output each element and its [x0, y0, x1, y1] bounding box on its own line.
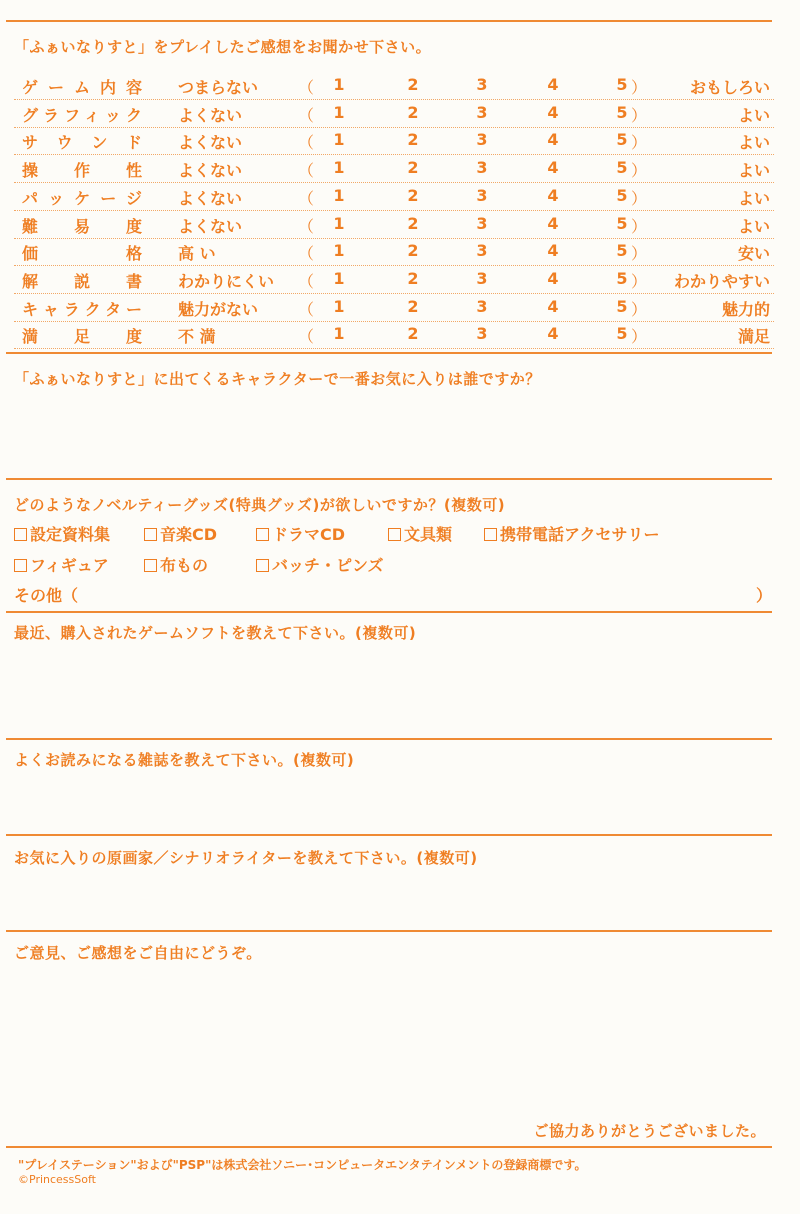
- rating-option-3[interactable]: 3: [476, 75, 488, 94]
- section-rule: [6, 738, 772, 740]
- goods-option-label: ドラマCD: [272, 525, 346, 544]
- close-paren: ）: [631, 299, 648, 319]
- goods-option-label: 文具類: [404, 525, 453, 544]
- rating-option-5[interactable]: 5: [616, 75, 628, 94]
- open-paren: （: [298, 299, 315, 319]
- rating-negative-label: 高 い: [178, 244, 216, 264]
- open-paren: （: [298, 105, 315, 125]
- rating-positive-label: よい: [737, 105, 770, 125]
- rating-negative-label: 魅力がない: [178, 299, 259, 319]
- copyright: ©PrincessSoft: [18, 1173, 96, 1186]
- open-paren: （: [298, 133, 315, 153]
- goods-option[interactable]: [14, 553, 109, 576]
- close-paren: ）: [631, 271, 648, 291]
- rating-negative-label: よくない: [178, 133, 243, 153]
- rating-negative-label: よくない: [178, 216, 243, 236]
- goods-option[interactable]: [144, 522, 217, 545]
- rating-option-3[interactable]: 3: [476, 130, 488, 150]
- rating-positive-label: わかりやすい: [673, 271, 770, 291]
- goods-option-label: バッチ・ピンズ: [272, 556, 384, 575]
- rating-option-4[interactable]: 4: [547, 296, 559, 316]
- rating-option-1[interactable]: 1: [333, 296, 345, 316]
- goods-option-label: 携帯電話アクセサリー: [500, 525, 660, 544]
- rating-option-3[interactable]: 3: [476, 213, 488, 233]
- open-paren: （: [298, 271, 315, 291]
- goods-option[interactable]: [484, 522, 660, 545]
- rating-positive-label: 魅力的: [721, 299, 770, 319]
- close-paren: ）: [631, 161, 648, 181]
- rating-option-4[interactable]: 4: [547, 75, 559, 94]
- checkbox-icon[interactable]: [388, 528, 401, 541]
- rating-row: [14, 127, 774, 155]
- rating-option-5[interactable]: 5: [616, 158, 628, 178]
- rating-row: [14, 72, 774, 100]
- close-paren: ）: [631, 188, 648, 208]
- goods-option[interactable]: [144, 553, 208, 576]
- rating-negative-label: よくない: [178, 161, 243, 181]
- rating-category: 難易度: [22, 216, 142, 236]
- survey-title: 「ふぁいなりすと」をプレイしたご感想をお聞かせ下さい。: [14, 38, 432, 56]
- rating-row: [14, 155, 774, 183]
- rating-positive-label: よい: [737, 216, 770, 236]
- rating-option-2[interactable]: 2: [407, 102, 419, 122]
- rating-positive-label: よい: [737, 133, 770, 153]
- rating-category: 操作性: [22, 161, 142, 181]
- rating-option-5[interactable]: 5: [616, 324, 628, 344]
- rating-option-3[interactable]: 3: [476, 296, 488, 316]
- goods-option[interactable]: [388, 522, 452, 545]
- rating-negative-label: よくない: [178, 188, 243, 208]
- rating-positive-label: おもしろい: [689, 78, 770, 97]
- rating-positive-label: 満足: [737, 327, 770, 347]
- question-recent-games: 最近、購入されたゲームソフトを教えて下さい。(複数可): [14, 624, 417, 642]
- question-comments: ご意見、ご感想をご自由にどうぞ。: [14, 944, 262, 962]
- rating-option-1[interactable]: 1: [333, 324, 345, 344]
- rating-option-3[interactable]: 3: [476, 102, 488, 122]
- checkbox-icon[interactable]: [14, 528, 27, 541]
- rating-option-2[interactable]: 2: [407, 241, 419, 261]
- close-paren: ）: [631, 133, 648, 153]
- rating-negative-label: つまらない: [178, 78, 259, 97]
- rating-category: 価格: [22, 244, 142, 264]
- rating-option-4[interactable]: 4: [547, 185, 559, 205]
- rating-option-4[interactable]: 4: [547, 241, 559, 261]
- checkbox-icon[interactable]: [256, 528, 269, 541]
- section-rule: [6, 20, 772, 22]
- rating-option-2[interactable]: 2: [407, 296, 419, 316]
- trademark-notice: "プレイステーション"および"PSP"は株式会社ソニー･コンピュータエンタテインメントの登録商標です。: [18, 1158, 587, 1172]
- rating-option-5[interactable]: 5: [616, 268, 628, 288]
- rating-option-2[interactable]: 2: [407, 158, 419, 178]
- rating-option-5[interactable]: 5: [616, 185, 628, 205]
- rating-option-1[interactable]: 1: [333, 75, 345, 94]
- rating-option-1[interactable]: 1: [333, 185, 345, 205]
- rating-option-4[interactable]: 4: [547, 130, 559, 150]
- rating-option-4[interactable]: 4: [547, 213, 559, 233]
- rating-option-2[interactable]: 2: [407, 130, 419, 150]
- rating-option-4[interactable]: 4: [547, 102, 559, 122]
- rating-category: パッケージ: [22, 188, 142, 208]
- open-paren: （: [298, 244, 315, 264]
- goods-option[interactable]: [256, 553, 384, 576]
- other-label: その他（: [14, 586, 79, 605]
- rating-positive-label: よい: [737, 188, 770, 208]
- other-close: ）: [755, 586, 772, 605]
- rating-option-2[interactable]: 2: [407, 324, 419, 344]
- rating-option-5[interactable]: 5: [616, 130, 628, 150]
- rating-category: 解説書: [22, 271, 142, 291]
- rating-row: [14, 238, 774, 266]
- rating-row: [14, 100, 774, 128]
- rating-option-5[interactable]: 5: [616, 241, 628, 261]
- checkbox-icon[interactable]: [484, 528, 497, 541]
- checkbox-icon[interactable]: [14, 559, 27, 572]
- rating-category: グラフィック: [22, 105, 142, 125]
- rating-positive-label: 安い: [737, 244, 770, 264]
- goods-option-label: 布もの: [160, 556, 209, 575]
- question-artists: お気に入りの原画家／シナリオライターを教えて下さい。(複数可): [14, 849, 478, 867]
- rating-option-5[interactable]: 5: [616, 102, 628, 122]
- rating-option-4[interactable]: 4: [547, 324, 559, 344]
- rating-option-1[interactable]: 1: [333, 130, 345, 150]
- close-paren: ）: [631, 105, 648, 125]
- open-paren: （: [298, 78, 315, 97]
- rating-option-5[interactable]: 5: [616, 213, 628, 233]
- rating-row: [14, 266, 774, 294]
- rating-option-1[interactable]: 1: [333, 241, 345, 261]
- rating-option-3[interactable]: 3: [476, 324, 488, 344]
- checkbox-icon[interactable]: [144, 528, 157, 541]
- rating-option-3[interactable]: 3: [476, 158, 488, 178]
- close-paren: ）: [631, 327, 648, 347]
- rating-option-3[interactable]: 3: [476, 185, 488, 205]
- checkbox-icon[interactable]: [144, 559, 157, 572]
- rating-option-4[interactable]: 4: [547, 158, 559, 178]
- question-favorite-character: 「ふぁいなりすと」に出てくるキャラクターで一番お気に入りは誰ですか？: [14, 370, 541, 388]
- rating-row: [14, 211, 774, 239]
- rating-option-5[interactable]: 5: [616, 296, 628, 316]
- goods-option-label: フィギュア: [30, 556, 109, 575]
- close-paren: ）: [631, 244, 648, 264]
- checkbox-icon[interactable]: [256, 559, 269, 572]
- rating-negative-label: よくない: [178, 105, 243, 125]
- rating-option-3[interactable]: 3: [476, 241, 488, 261]
- rating-negative-label: わかりにくい: [178, 271, 275, 291]
- rating-category: ゲーム内容: [22, 78, 142, 97]
- rating-option-2[interactable]: 2: [407, 75, 419, 94]
- section-rule: [6, 611, 772, 613]
- rating-category: 満足度: [22, 327, 142, 347]
- rating-option-1[interactable]: 1: [333, 268, 345, 288]
- goods-option[interactable]: [256, 522, 345, 545]
- rating-category: サウンド: [22, 133, 142, 153]
- rating-option-1[interactable]: 1: [333, 213, 345, 233]
- rating-option-2[interactable]: 2: [407, 268, 419, 288]
- section-rule: [6, 478, 772, 480]
- rating-category: キャラクター: [22, 299, 142, 319]
- open-paren: （: [298, 161, 315, 181]
- rating-row: [14, 321, 774, 349]
- section-rule: [6, 834, 772, 836]
- rating-positive-label: よい: [737, 161, 770, 181]
- question-magazines: よくお読みになる雑誌を教えて下さい。(複数可): [14, 751, 355, 769]
- rating-row: [14, 294, 774, 322]
- thanks-message: ご協力ありがとうございました。: [533, 1122, 766, 1140]
- open-paren: （: [298, 327, 315, 347]
- open-paren: （: [298, 188, 315, 208]
- section-rule: [6, 1146, 772, 1148]
- rating-row: [14, 183, 774, 211]
- goods-option[interactable]: [14, 522, 110, 545]
- close-paren: ）: [631, 78, 648, 97]
- rating-option-4[interactable]: 4: [547, 268, 559, 288]
- rating-option-2[interactable]: 2: [407, 213, 419, 233]
- rating-option-1[interactable]: 1: [333, 102, 345, 122]
- goods-option-label: 音楽CD: [160, 525, 218, 544]
- section-rule: [6, 930, 772, 932]
- rating-option-2[interactable]: 2: [407, 185, 419, 205]
- section-rule: [6, 352, 772, 354]
- rating-option-1[interactable]: 1: [333, 158, 345, 178]
- rating-negative-label: 不 満: [178, 327, 216, 347]
- open-paren: （: [298, 216, 315, 236]
- question-novelty-goods: どのようなノベルティーグッズ(特典グッズ)が欲しいですか？(複数可): [14, 496, 506, 514]
- close-paren: ）: [631, 216, 648, 236]
- goods-option-label: 設定資料集: [30, 525, 111, 544]
- rating-option-3[interactable]: 3: [476, 268, 488, 288]
